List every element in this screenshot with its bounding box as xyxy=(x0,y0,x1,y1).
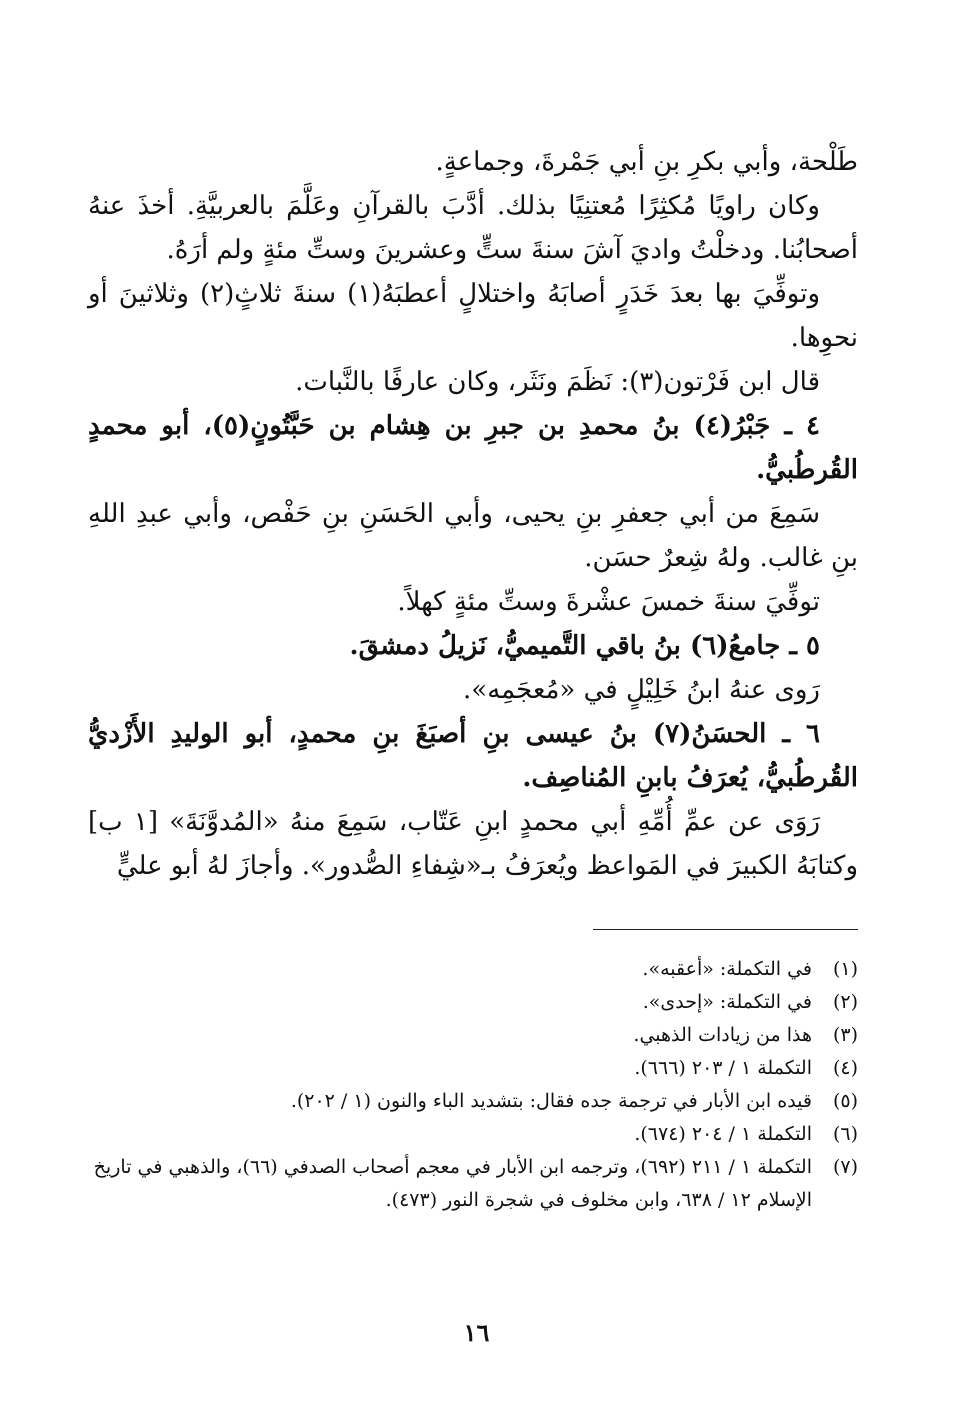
footnote-number: (٥) xyxy=(832,1090,858,1112)
footnote-divider xyxy=(593,929,858,930)
footnote-text: التكملة ١ / ٢١١ (٦٩٢)، وترجمه ابن الأبار في معجم أصحاب الصدفي (٦٦)، والذهبي في تاريخ الإسلام ١٢ / ٦٣٨، وابن مخلوف في شجرة النور (٤٧٣). xyxy=(93,1156,812,1211)
paragraph: قال ابن فَرْتون(٣): نَظَمَ ونَثَر، وكان عارفًا بالنَّبات. xyxy=(295,367,820,397)
footnote xyxy=(88,1019,858,1052)
footnote-number: (٢) xyxy=(832,991,858,1013)
footnote-text: قيده ابن الأبار في ترجمة جده فقال: بتشديد الباء والنون (١ / ٢٠٢). xyxy=(290,1090,812,1112)
footnote-text: في التكملة: «إحدى». xyxy=(642,991,812,1013)
biography-heading-4: ٤ ـ جَبْرُ(٤) بنُ محمدِ بن جبرِ بن هِشام بن حَبَّتُونٍ(٥)، أبو محمدٍ القُرطُبيُّ. xyxy=(88,411,858,485)
paragraph: وكان راويًا مُكثِرًا مُعتنِيًا بذلك. أدَّبَ بالقرآنِ وعَلَّمَ بالعربيَّةِ. أخذَ عنهُ أصحابُنا. ودخلْتُ واديَ آشَ سنةَ ستٍّ وعشرينَ وستِّ مئةٍ ولم أرَهُ. xyxy=(88,191,858,265)
footnote xyxy=(88,1151,858,1217)
paragraph: طَلْحة، وأبي بكرِ بنِ أبي جَمْرةَ، وجماعةٍ. xyxy=(435,147,858,177)
biography-heading-5: ٥ ـ جامعُ(٦) بنُ باقي التَّميميُّ، نَزيلُ دمشقَ. xyxy=(349,631,820,661)
footnote-text: هذا من زيادات الذهبي. xyxy=(633,1024,812,1046)
paragraph: وتوفِّيَ بها بعدَ خَدَرٍ أصابَهُ واختلالٍ أعطبَهُ(١) سنةَ ثلاثٍ(٢) وثلاثينَ أو نحوِها. xyxy=(88,279,858,353)
footnotes xyxy=(88,953,858,1217)
paragraph: سَمِعَ من أبي جعفرِ بنِ يحيى، وأبي الحَسَنِ بنِ حَفْص، وأبي عبدِ اللهِ بنِ غالب. ولهُ شِعرٌ حسَن. xyxy=(88,499,858,573)
page-number: ١٦ xyxy=(463,1318,490,1347)
footnote-number: (٦) xyxy=(832,1123,858,1145)
footnote-text: في التكملة: «أعقبه». xyxy=(642,958,812,980)
main-text xyxy=(88,140,858,888)
footnote-text: التكملة ١ / ٢٠٤ (٦٧٤). xyxy=(634,1123,812,1145)
paragraph: رَوى عنهُ ابنُ خَلِيْلٍ في «مُعجَمِه». xyxy=(463,675,820,705)
footnote-text: التكملة ١ / ٢٠٣ (٦٦٦). xyxy=(634,1057,812,1079)
footnote-number: (٤) xyxy=(832,1057,858,1079)
footnote xyxy=(88,1118,858,1151)
footnote-number: (٧) xyxy=(832,1156,858,1178)
footnote xyxy=(88,1052,858,1085)
biography-heading-6: ٦ ـ الحسَنُ(٧) بنُ عيسى بنِ أصبَغَ بنِ محمدٍ، أبو الوليدِ الأَزْديُّ القُرطُبيُّ، يُعرَفُ بابنِ المُناصِف. xyxy=(88,719,858,793)
footnote-number: (١) xyxy=(832,958,858,980)
paragraph: رَوَى عن عمِّ أُمِّهِ أبي محمدٍ ابنِ عَتّاب، سَمِعَ منهُ «المُدوَّنَةَ» [١ ب] وكتابَهُ الكبيرَ في المَواعظ ويُعرَفُ بـ«شِفاءِ الصُّدور». وأجازَ لهُ أبو عليٍّ xyxy=(88,807,858,881)
footnote xyxy=(88,953,858,986)
footnote xyxy=(88,986,858,1019)
paragraph: توفِّيَ سنةَ خمسَ عشْرةَ وستِّ مئةٍ كهلاً. xyxy=(397,587,820,617)
footnote-number: (٣) xyxy=(832,1024,858,1046)
footnote xyxy=(88,1085,858,1118)
